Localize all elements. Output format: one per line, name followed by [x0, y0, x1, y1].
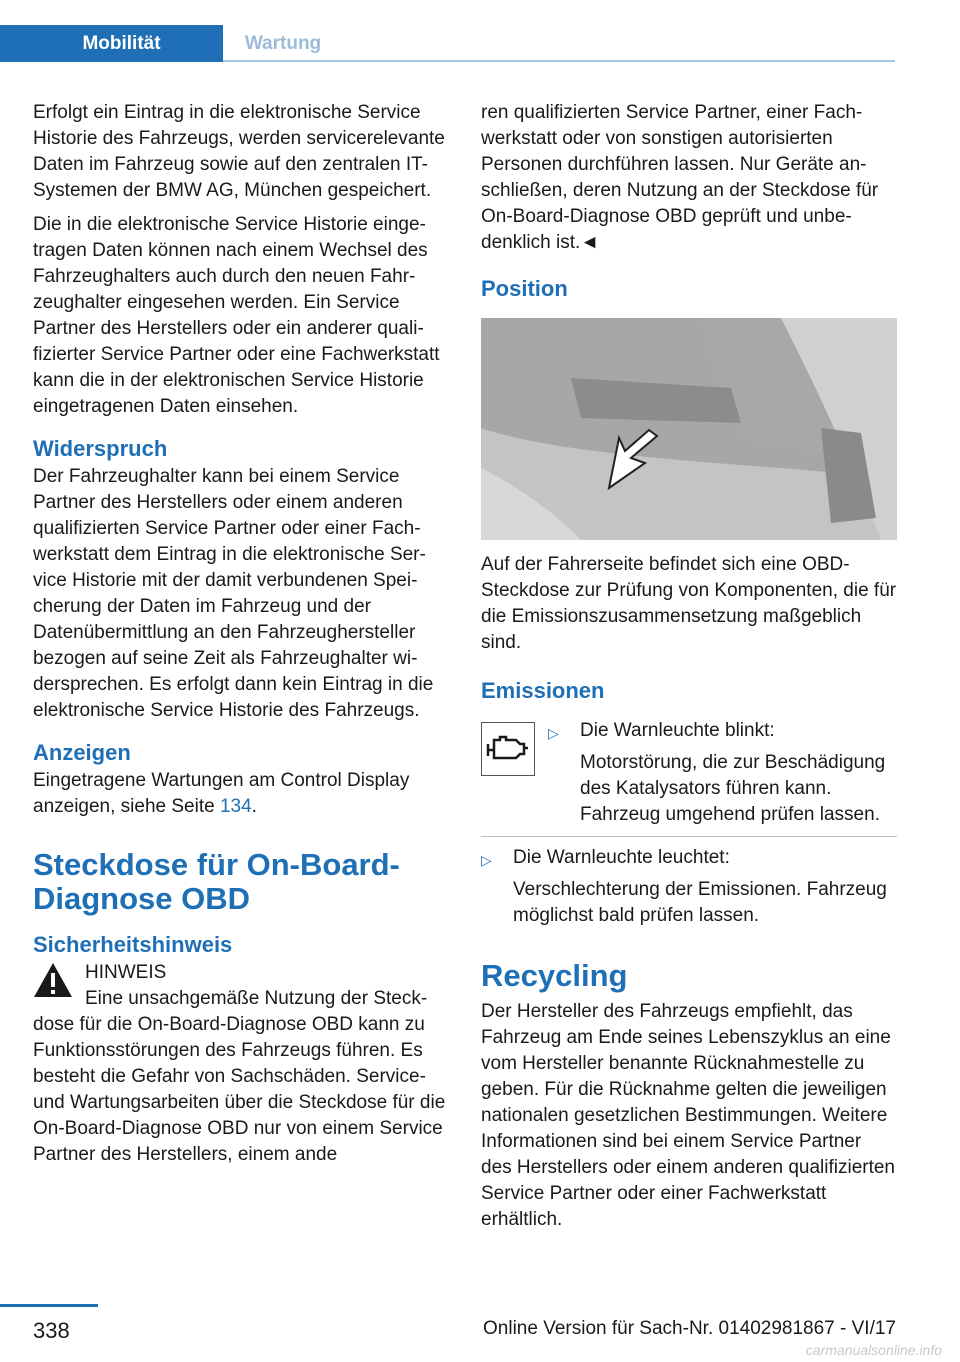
item2-text: Verschlechterung der Emissionen. Fahrzeug möglichst bald prüfen lassen. [513, 879, 887, 926]
chapter-tabs [0, 25, 895, 62]
heading-position: Position [481, 276, 568, 301]
anzeigen-period: . [251, 796, 257, 817]
paragraph-widerspruch: Der Fahrzeughalter kann bei einem Service Partner des Herstellers oder einem anderen qualifizierten Service Partner oder einer Fachwerkstatt dem Eintrag in die elektronische Service Historie mit der damit verbundenen Speicherung der Daten im Fahrzeug und der Datenübermittlung an den Fahrzeughersteller bezogen auf seine Zeit als Fahrzeughalter widersprechen. Es erfolgt dann kein Eintrag in die elektronische Service Historie des Fahrzeugs. [33, 466, 434, 721]
paragraph-position: Auf der Fahrerseite befindet sich eine OBD-Steckdose zur Prüfung von Komponenten, die für die Emissionszusammensetzung maßgeblich sind. [481, 554, 897, 653]
page-link-134[interactable]: 134 [219, 796, 252, 817]
paragraph-continuation: ren qualifizierten Service Partner, einer Fachwerkstatt oder von sonstigen autorisierten Personen durchführen lassen. Nur Geräte anschließen, deren Nutzung an der Steckdose für On-Board-Diagnose OBD geprüft und unbedenklich ist.◄ [481, 102, 879, 253]
warning-label: HINWEIS [85, 962, 167, 983]
obd-position-photo [481, 318, 897, 540]
paragraph-service-historie: Erfolgt ein Eintrag in die elektronische Service Historie des Fahrzeugs, werden servicerelevante Daten im Fahrzeug sowie auf den zentralen IT-Systemen der BMW AG, München gespeichert. [33, 102, 445, 201]
warning-text: Eine unsachgemäße Nutzung der Steckdose für die On-Board-Diagnose OBD kann zu Funktionsstörungen des Fahrzeugs führen. Es besteht die Gefahr von Sachschäden. Service- und Wartungsarbeiten über die Steckdose für die On-Board-Diagnose OBD nur von einem Service Partner des Herstellers, einem ande [33, 988, 446, 1165]
tab-mobilitaet[interactable]: Mobilität [0, 25, 223, 62]
right-column [481, 100, 897, 1241]
item1-text: Motorstörung, die zur Beschädigung des Katalysators führen kann. Fahrzeug umgehend prüfen lassen. [580, 752, 886, 825]
heading-recycling: Recycling [481, 958, 628, 993]
footer-line [0, 1304, 98, 1307]
anzeigen-text: Eingetragene Wartungen am Control Display anzeigen, siehe Seite [33, 770, 410, 817]
online-version-note: Online Version für Sach-Nr. 01402981867 - VI/17 [483, 1318, 896, 1339]
item1-title: Die Warnleuchte blinkt: [580, 720, 775, 741]
page-number: 338 [33, 1318, 70, 1343]
item2-title: Die Warnleuchte leuchtet: [513, 847, 730, 868]
watermark: carmanualsonline.info [805, 1342, 942, 1358]
tab-wartung[interactable]: Wartung [244, 32, 322, 54]
bullet-icon: ▷ [548, 725, 559, 741]
tab-divider-line [223, 60, 895, 62]
paragraph-daten-einsehen: Die in die elektronische Service Historie eingetragen Daten können nach einem Wechsel des Fahrzeughalters auch durch den neuen Fahrzeughalter eingesehen werden. Ein Service Partner des Herstellers oder ein anderer qualifizierter Service Partner oder eine Fachwerkstatt kann die in der elektronischen Service Historie eingetragenen Daten einsehen. [33, 214, 440, 417]
paragraph-anzeigen [33, 768, 451, 820]
heading-emissionen: Emissionen [481, 678, 605, 703]
left-column [33, 100, 451, 1176]
warning-block [33, 960, 451, 986]
bullet-icon: ▷ [481, 852, 492, 868]
heading-sicherheitshinweis: Sicherheitshinweis [33, 932, 233, 957]
emission-item-leuchtet [481, 836, 897, 929]
warning-triangle-icon [33, 962, 73, 998]
heading-widerspruch: Widerspruch [33, 436, 168, 461]
heading-anzeigen: Anzeigen [33, 740, 131, 765]
heading-steckdose-obd: Steckdose für On-Board-Diagnose OBD [33, 847, 400, 916]
paragraph-recycling: Der Hersteller des Fahrzeugs empfiehlt, das Fahrzeug am Ende seines Lebenszyklus an eine vom Hersteller benannte Rücknahmestelle zu geben. Für die Rücknahme gelten die jeweiligen nationalen gesetzlichen Bestimmungen. Weitere Informationen sind bei einem Service Partner des Herstellers oder einem anderen qualifizierten Service Partner oder einer Fachwerkstatt erhältlich. [481, 1001, 896, 1230]
emission-item-blinkt [481, 718, 897, 828]
check-engine-icon [481, 722, 535, 776]
